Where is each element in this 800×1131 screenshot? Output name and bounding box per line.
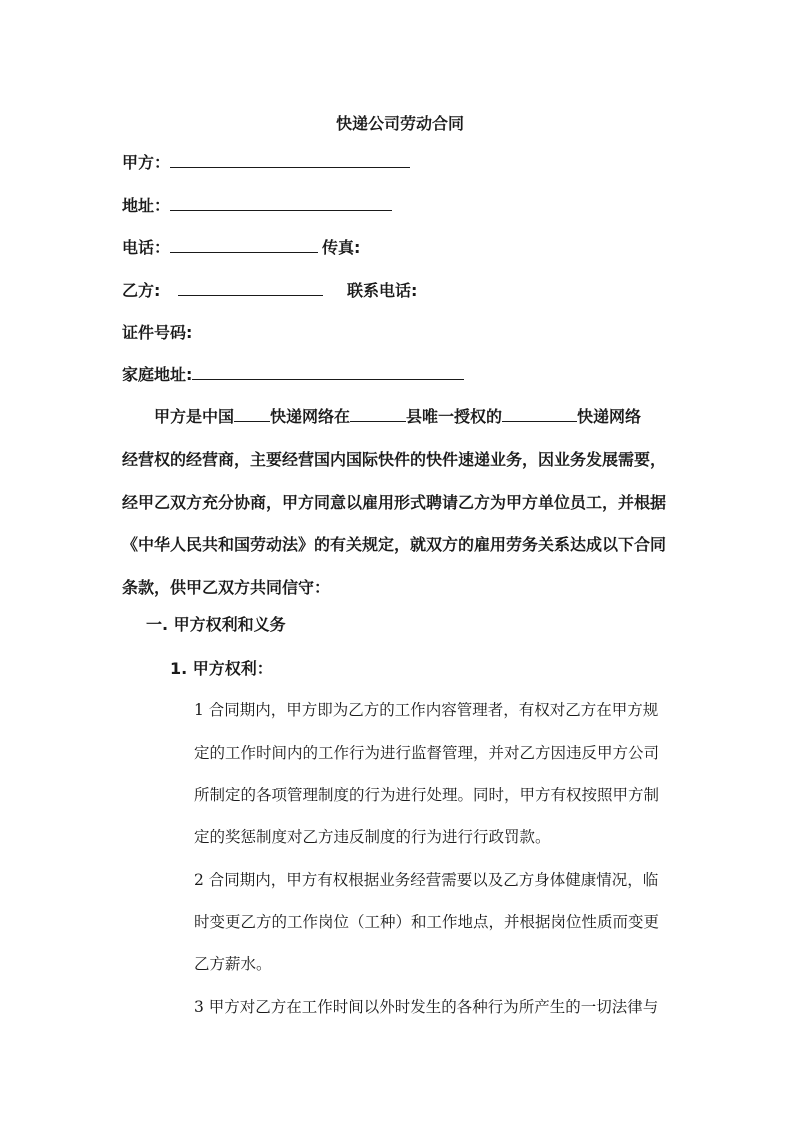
address-field: [122, 196, 392, 216]
party-a-label: 甲方：: [122, 153, 171, 172]
clause-2-line-3: 乙方薪水。: [194, 955, 272, 973]
intro-seg-4: 快递网络: [577, 407, 642, 426]
intro-blank-2: [350, 407, 406, 422]
party-b-field: [122, 281, 160, 301]
contact-phone-field: [347, 281, 417, 301]
address-blank: [170, 196, 392, 211]
party-b-label: 乙方:: [122, 281, 161, 300]
document-title: 快递公司劳动合同: [335, 114, 464, 133]
clause-2-line-1: 2 合同期内，甲方有权根据业务经营需要以及乙方身体健康情况，临: [194, 871, 659, 889]
party-b-blank: [178, 281, 323, 296]
clause-1-line-4: 定的奖惩制度对乙方违反制度的行为进行行政罚款。: [194, 828, 551, 846]
intro-seg-2: 快递网络在: [270, 407, 351, 426]
phone-blank: [170, 238, 318, 253]
party-a-blank: [170, 153, 410, 168]
clause-1-line-2: 定的工作时间内的工作行为进行监督管理，并对乙方因违反甲方公司: [194, 744, 660, 762]
intro-line-2: 经营权的经营商，主要经营国内国际快件的快件速递业务，因业务发展需要，: [122, 450, 667, 469]
intro-line-5: 条款，供甲乙双方共同信守：: [122, 578, 331, 597]
clause-3-line-1: 3 甲方对乙方在工作时间以外时发生的各种行为所产生的一切法律与: [194, 998, 659, 1016]
clause-1-line-3: 所制定的各项管理制度的行为进行处理。同时，甲方有权按照甲方制: [194, 786, 660, 804]
intro-seg-1: 甲方是中国: [154, 407, 235, 426]
intro-blank-1: [234, 407, 270, 422]
subsection-1-heading: 1. 甲方权利：: [170, 659, 273, 678]
section-1-heading: 一. 甲方权利和义务: [146, 615, 286, 634]
intro-line-3: 经甲乙双方充分协商，甲方同意以雇用形式聘请乙方为甲方单位员工，并根据: [122, 493, 667, 512]
fax-label: 传真:: [322, 238, 361, 257]
home-address-label: 家庭地址:: [122, 365, 193, 384]
contact-phone-label: 联系电话:: [347, 281, 418, 300]
home-address-field: [122, 365, 464, 385]
clause-2-line-2: 时变更乙方的工作岗位（工种）和工作地点，并根据岗位性质而变更: [194, 913, 660, 931]
id-number-field: [122, 323, 192, 343]
intro-line-4: 《中华人民共和国劳动法》的有关规定，就双方的雇用劳务关系达成以下合同: [122, 535, 667, 554]
party-b-blank-wrap: [178, 281, 323, 301]
address-label: 地址：: [122, 196, 171, 215]
party-a-field: [122, 153, 410, 173]
intro-blank-3: [502, 407, 577, 422]
phone-label: 电话：: [122, 238, 171, 257]
clause-1-line-1: 1 合同期内，甲方即为乙方的工作内容管理者，有权对乙方在甲方规: [194, 701, 659, 719]
intro-line-1: [154, 407, 641, 427]
intro-seg-3: 县唯一授权的: [406, 407, 503, 426]
home-address-blank: [192, 365, 464, 380]
fax-field: [322, 238, 360, 258]
phone-fax-row: [122, 238, 318, 258]
id-number-label: 证件号码:: [122, 323, 193, 342]
